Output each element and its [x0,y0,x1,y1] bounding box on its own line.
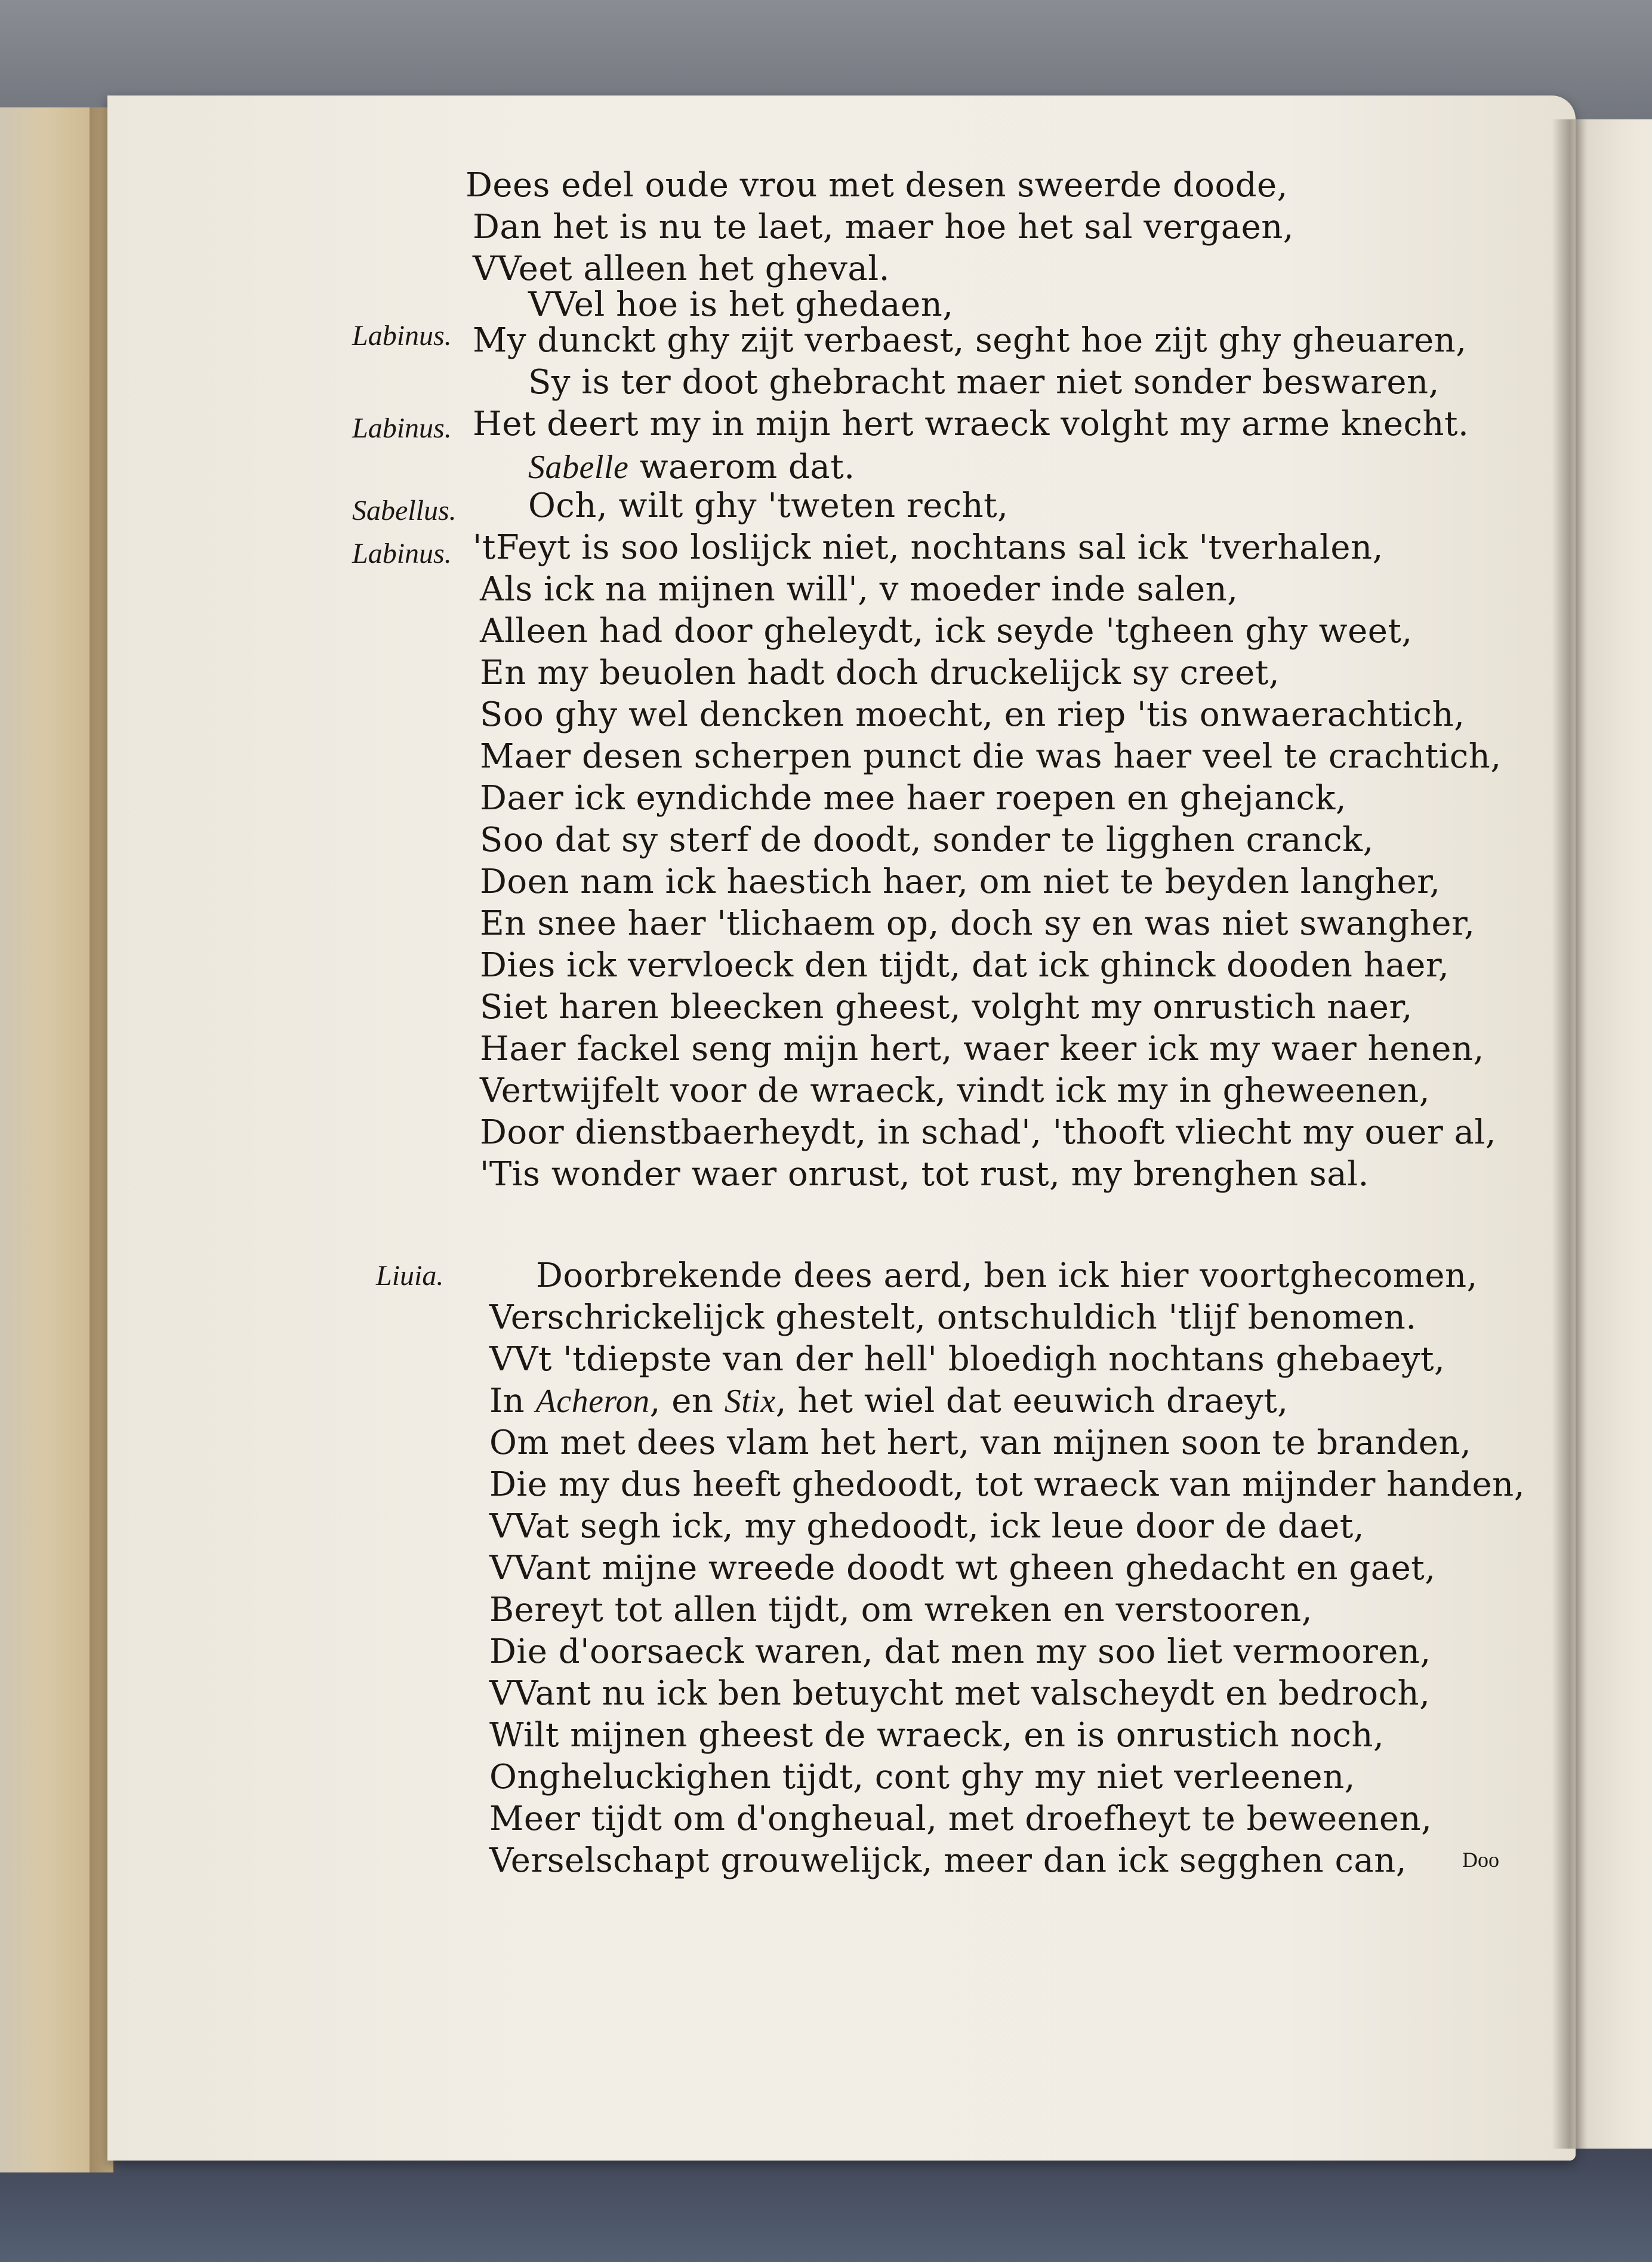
verse-line: VVt 'tdiepste van der hell' bloedigh nochtans ghebaeyt, [489,1340,1446,1379]
verse-line: Als ick na mijnen will', v moeder inde salen, [480,570,1238,609]
verse-line: Om met dees vlam het hert, van mijnen soon te branden, [489,1423,1472,1462]
verse-line: Dan het is nu te laet, maer hoe het sal vergaen, [473,208,1295,246]
verse-line: Dees edel oude vrou met desen sweerde doode, [466,166,1288,205]
verse-line: Vertwijfelt voor de wraeck, vindt ick my in gheweenen, [480,1071,1430,1110]
verse-line: Verselschapt grouwelijck, meer dan ick segghen can, [489,1841,1407,1880]
verse-line: Maer desen scherpen punct die was haer veel te crachtich, [480,737,1502,776]
verse-line: VVel hoe is het ghedaen, [528,285,954,324]
verse-line: Meer tijdt om d'ongheual, met droefheyt te beweenen, [489,1799,1432,1838]
verse-line: Sabelle waerom dat. [528,448,855,486]
gutter-shadow [1552,119,1588,2149]
verse-line: Wilt mijnen gheest de wraeck, en is onrustich noch, [489,1716,1385,1755]
speaker-label: Labinus. [352,320,452,352]
verse-line: Bereyt tot allen tijdt, om wreken en verstooren, [489,1591,1313,1629]
verse-line: Het deert my in mijn hert wraeck volght my arme knecht. [473,405,1469,443]
place-name: Acheron [535,1383,650,1420]
verse-line: VVant nu ick ben betuycht met valscheydt en bedroch, [489,1674,1431,1713]
verse-line: Och, wilt ghy 'tweten recht, [528,486,1009,525]
verse-line: Ongheluckighen tijdt, cont ghy my niet verleenen, [489,1758,1355,1796]
book [0,95,1652,2184]
verse-line: Daer ick eyndichde mee haer roepen en ghejanck, [480,779,1347,818]
verse-line: VVat segh ick, my ghedoodt, ick leue door de daet, [489,1507,1365,1546]
character-name: Sabelle [528,449,629,486]
catchword: Doo [1462,1848,1499,1872]
verse-line: Door dienstbaerheydt, in schad', 'thooft vliecht my ouer al, [480,1113,1497,1152]
speaker-label: Labinus. [352,412,452,444]
verse-line: Die my dus heeft ghedoodt, tot wraeck van mijnder handen, [489,1465,1525,1504]
verse-line: VVeet alleen het gheval. [473,249,890,288]
speaker-label: Liuia. [376,1260,444,1292]
verse-line: Haer fackel seng mijn hert, waer keer ick my waer henen, [480,1030,1484,1068]
verse-line: Soo dat sy sterf de doodt, sonder te ligghen cranck, [480,821,1374,859]
verse-line: En snee haer 'tlichaem op, doch sy en was niet swangher, [480,904,1475,943]
verse-line: Alleen had door gheleydt, ick seyde 'tgheen ghy weet, [480,612,1413,651]
verse-line: Dies ick vervloeck den tijdt, dat ick ghinck dooden haer, [480,946,1450,985]
verse-line: Doen nam ick haestich haer, om niet te beyden langher, [480,862,1441,901]
verse-line: Verschrickelijck ghestelt, ontschuldich 'tlijf benomen. [489,1298,1417,1337]
verse-line: Sy is ter doot ghebracht maer niet sonder beswaren, [528,363,1440,402]
verse-line: Doorbrekende dees aerd, ben ick hier voortghecomen, [536,1256,1478,1295]
verse-line: Die d'oorsaeck waren, dat men my soo liet vermooren, [489,1632,1431,1671]
verse-line: Soo ghy wel dencken moecht, en riep 'tis onwaerachtich, [480,695,1465,734]
speaker-label: Labinus. [352,538,452,569]
place-name: Stix [724,1383,776,1420]
book-page [107,95,1576,2161]
verse-line: En my beuolen hadt doch druckelijck sy creet, [480,654,1280,692]
verse-line: 'tFeyt is soo loslijck niet, nochtans sal ick 'tverhalen, [473,528,1383,567]
speaker-label: Sabellus. [352,495,457,526]
verse-line: 'Tis wonder waer onrust, tot rust, my brenghen sal. [480,1155,1369,1194]
verse-line: In Acheron, en Stix, het wiel dat eeuwich draeyt, [489,1382,1289,1420]
verse-line: Siet haren bleecken gheest, volght my onrustich naer, [480,988,1413,1027]
verse-line: My dunckt ghy zijt verbaest, seght hoe zijt ghy gheuaren, [473,321,1467,360]
verse-line: VVant mijne wreede doodt wt gheen ghedacht en gaet, [489,1549,1436,1588]
